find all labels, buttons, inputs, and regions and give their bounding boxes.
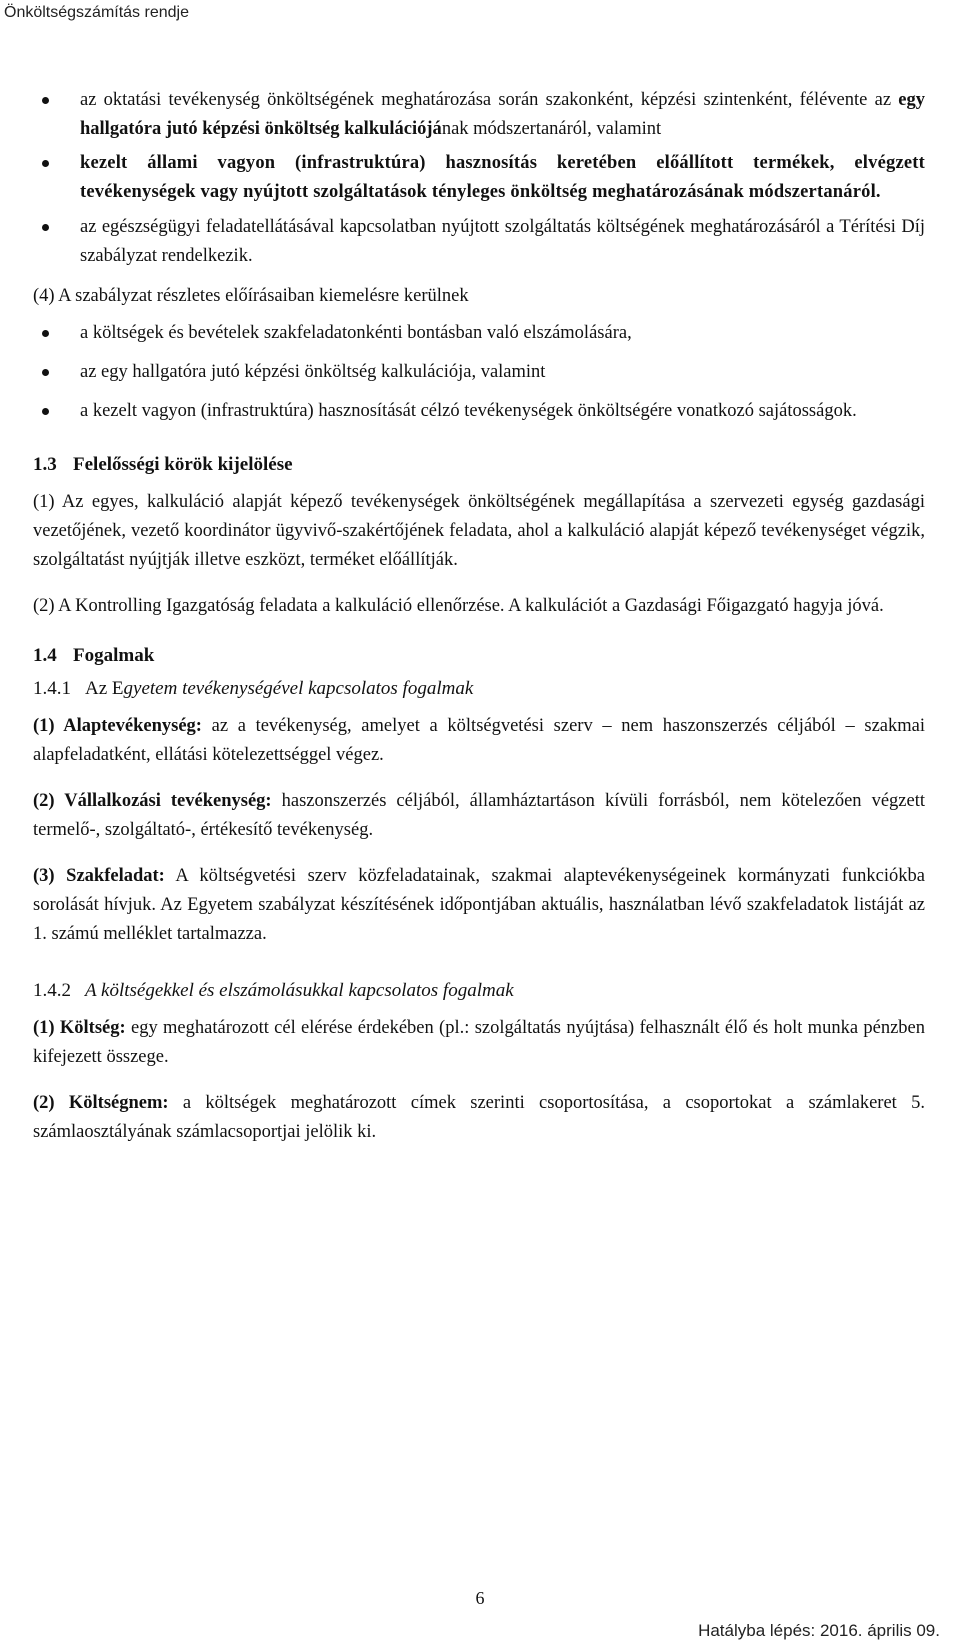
section-title: Fogalmak — [73, 645, 155, 666]
definition-text: az a tevékenység, amelyet a költségvetési szerv – nem haszonszerzés céljából – szakmai alapfeladatként, ellátási kötelezettséggel végez. — [33, 716, 925, 765]
definition-term: (1) Alaptevékenység: — [33, 716, 202, 736]
list-item: kezelt állami vagyon (infrastruktúra) hasznosítás keretében előállított termékek, elvégzett tevékenységek vagy nyújtott szolgáltatások tényleges önköltség meghatározásának módszertanáról. — [33, 149, 925, 207]
definition-text: a költségek meghatározott címek szerinti csoportosítása, a csoportokat a számlakeret 5. számlaosztályának számlacsoportjai jelölik ki. — [33, 1093, 925, 1142]
section-heading-1-3 — [33, 450, 925, 479]
list-item: az egy hallgatóra jutó képzési önköltség kalkulációja, valamint — [33, 358, 925, 387]
subsection-heading-1-4-1 — [33, 674, 925, 703]
definition-term: (1) Költség: — [33, 1018, 126, 1038]
effective-date: Hatályba lépés: 2016. április 09. — [698, 1621, 940, 1640]
list-item: a költségek és bevételek szakfeladatonkénti bontásban való elszámolására, — [33, 319, 925, 348]
list-item: az egészségügyi feladatellátásával kapcsolatban nyújtott szolgáltatás költségének meghatározásáról a Térítési Díj szabályzat rendelkezik. — [33, 213, 925, 271]
subsection-title: Az E — [85, 678, 124, 699]
definition-text: A költségvetési szerv közfeladatainak, szakmai alaptevékenységeinek kormányzati funkciókba sorolását hívjuk. Az Egyetem szabályzat készítésének időpontjában aktuális, használatban lévő szakfeladatok listáját az 1. számú melléklet tartalmazza. — [33, 866, 925, 944]
definition-text: egy meghatározott cél elérése érdekében (pl.: szolgáltatás nyújtása) felhasznált élő és holt munka pénzben kifejezett összege. — [33, 1018, 925, 1067]
page-content — [33, 86, 925, 1147]
definition-text: haszonszerzés céljából, államháztartáson kívüli forrásból, nem kötelezően végzett termelő-, szolgáltató-, értékesítő tevékenység. — [33, 791, 925, 840]
paragraph-1-3-1: (1) Az egyes, kalkuláció alapját képező tevékenységek önköltségének megállapítása a szervezeti egység gazdasági vezetőjének, vezető koordinátor ügyvivő-szakértőjének feladata, ahol a kalkuláció alapját képező tevékenységet végzik, szolgáltatást nyújtják illetve eszközt, terméket előállítják. — [33, 492, 925, 570]
section-number: 1.4 — [33, 645, 57, 666]
section-heading-1-4 — [33, 641, 925, 670]
section-title: Felelősségi körök kijelölése — [73, 454, 293, 475]
list-item-text-end: nak módszertanáról, valamint — [441, 119, 662, 139]
bullet-list-4 — [33, 319, 925, 426]
definition-koltsegnem — [33, 1089, 925, 1147]
list-item-text: az oktatási tevékenység önköltségének meghatározása során szakonként, képzési szintenként, félévente az — [80, 90, 899, 110]
subsection-heading-1-4-2 — [33, 976, 925, 1005]
running-header: Önköltségszámítás rendje — [4, 4, 189, 21]
definition-alaptevekenyseg — [33, 712, 925, 770]
page-number: 6 — [475, 1588, 485, 1608]
definition-koltseg — [33, 1014, 925, 1072]
subsection-title-italic: gyetem tevékenységével kapcsolatos fogalmak — [123, 678, 474, 699]
definition-szakfeladat — [33, 862, 925, 949]
paragraph-4: (4) A szabályzat részletes előírásaiban kiemelésre kerülnek — [33, 286, 469, 306]
list-item — [33, 86, 925, 144]
paragraph-1-3-2: (2) A Kontrolling Igazgatóság feladata a kalkuláció ellenőrzése. A kalkulációt a Gazdasági Főigazgató hagyja jóvá. — [33, 596, 884, 616]
definition-term: (3) Szakfeladat: — [33, 866, 165, 886]
bullet-list-top — [33, 86, 925, 271]
definition-vallalkozasi-tevekenyseg — [33, 787, 925, 845]
definition-term: (2) Vállalkozási tevékenység: — [33, 791, 272, 811]
subsection-title: A költségekkel és elszámolásukkal kapcsolatos fogalmak — [85, 980, 514, 1001]
subsection-number: 1.4.2 — [33, 980, 71, 1001]
definition-term: (2) Költségnem: — [33, 1093, 169, 1113]
subsection-number: 1.4.1 — [33, 678, 71, 699]
list-item-bold-text: egy hallgatóra jutó képzési önköltség kalkulációjá — [80, 90, 925, 139]
section-number: 1.3 — [33, 454, 57, 475]
list-item: a kezelt vagyon (infrastruktúra) hasznosítását célzó tevékenységek önköltségére vonatkozó sajátosságok. — [33, 397, 925, 426]
